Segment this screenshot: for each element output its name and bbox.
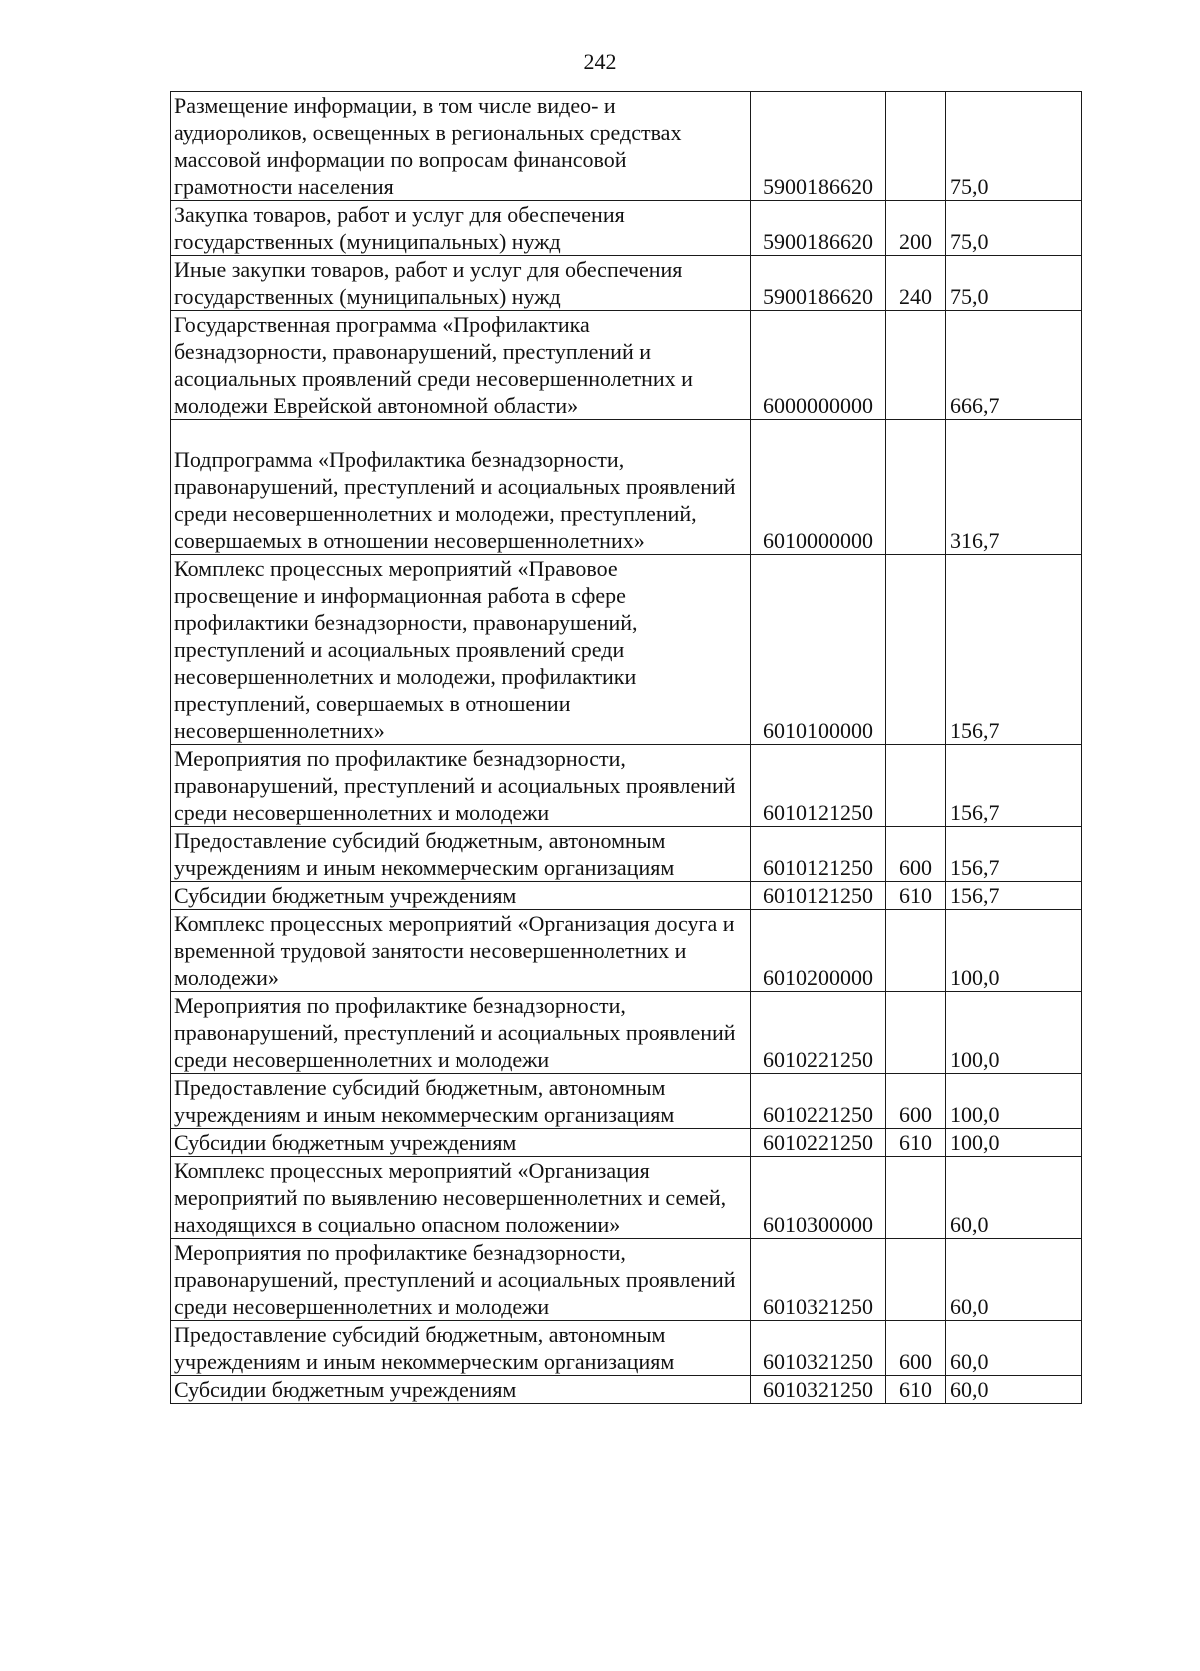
table-row [171, 420, 1082, 555]
row-type-cell: 600 [886, 1321, 946, 1376]
row-name-cell: Размещение информации, в том числе видео- и аудиороликов, освещенных в региональных средствах массовой информации по вопросам финансовой грамотности населения [171, 92, 751, 201]
table-row [171, 256, 1082, 311]
row-amount-cell: 75,0 [946, 201, 1082, 256]
row-code-cell: 5900186620 [751, 201, 886, 256]
row-code-cell: 6010221250 [751, 1074, 886, 1129]
page-number: 242 [583, 49, 617, 74]
row-type-cell [886, 745, 946, 827]
table-row [171, 1376, 1082, 1404]
row-code-cell: 6010321250 [751, 1239, 886, 1321]
row-amount-cell: 60,0 [946, 1376, 1082, 1404]
budget-table [170, 91, 1082, 1404]
row-code-cell: 6000000000 [751, 311, 886, 420]
table-row [171, 992, 1082, 1074]
row-name-cell: Иные закупки товаров, работ и услуг для обеспечения государственных (муниципальных) нужд [171, 256, 751, 311]
row-code-cell: 6010121250 [751, 745, 886, 827]
row-type-cell [886, 311, 946, 420]
row-name-cell: Предоставление субсидий бюджетным, автономным учреждениям и иным некоммерческим организациям [171, 1074, 751, 1129]
row-name-cell: Комплекс процессных мероприятий «Организация досуга и временной трудовой занятости несовершеннолетних и молодежи» [171, 910, 751, 992]
table-row [171, 311, 1082, 420]
row-type-cell: 610 [886, 882, 946, 910]
row-type-cell: 600 [886, 1074, 946, 1129]
row-code-cell: 6010221250 [751, 992, 886, 1074]
table-row [171, 555, 1082, 745]
row-amount-cell: 156,7 [946, 555, 1082, 745]
table-row [171, 1321, 1082, 1376]
row-code-cell: 6010200000 [751, 910, 886, 992]
row-code-cell: 6010121250 [751, 882, 886, 910]
row-name-cell: Государственная программа «Профилактика безнадзорности, правонарушений, преступлений и асоциальных проявлений среди несовершеннолетних и молодежи Еврейской автономной области» [171, 311, 751, 420]
row-amount-cell: 156,7 [946, 827, 1082, 882]
row-code-cell: 6010100000 [751, 555, 886, 745]
row-amount-cell: 75,0 [946, 92, 1082, 201]
table-row [171, 1157, 1082, 1239]
row-type-cell [886, 1157, 946, 1239]
row-amount-cell: 100,0 [946, 1129, 1082, 1157]
row-type-cell [886, 910, 946, 992]
table-row [171, 827, 1082, 882]
row-type-cell: 240 [886, 256, 946, 311]
row-type-cell [886, 1239, 946, 1321]
row-code-cell: 6010000000 [751, 420, 886, 555]
row-amount-cell: 156,7 [946, 745, 1082, 827]
table-row [171, 201, 1082, 256]
table-row [171, 882, 1082, 910]
row-type-cell [886, 555, 946, 745]
table-row [171, 745, 1082, 827]
row-amount-cell: 666,7 [946, 311, 1082, 420]
row-type-cell: 610 [886, 1376, 946, 1404]
row-amount-cell: 60,0 [946, 1239, 1082, 1321]
row-amount-cell: 316,7 [946, 420, 1082, 555]
row-code-cell: 5900186620 [751, 92, 886, 201]
row-type-cell [886, 92, 946, 201]
row-type-cell [886, 420, 946, 555]
row-amount-cell: 60,0 [946, 1157, 1082, 1239]
table-row [171, 910, 1082, 992]
table-row [171, 1129, 1082, 1157]
table-row [171, 1239, 1082, 1321]
row-name-cell: Мероприятия по профилактике безнадзорности, правонарушений, преступлений и асоциальных проявлений среди несовершеннолетних и молодежи [171, 745, 751, 827]
row-type-cell: 610 [886, 1129, 946, 1157]
row-type-cell [886, 992, 946, 1074]
row-name-cell: Субсидии бюджетным учреждениям [171, 882, 751, 910]
row-amount-cell: 60,0 [946, 1321, 1082, 1376]
row-name-cell: Субсидии бюджетным учреждениям [171, 1129, 751, 1157]
row-amount-cell: 100,0 [946, 910, 1082, 992]
row-code-cell: 6010300000 [751, 1157, 886, 1239]
row-amount-cell: 75,0 [946, 256, 1082, 311]
table-row [171, 92, 1082, 201]
row-code-cell: 6010321250 [751, 1376, 886, 1404]
row-name-cell: Комплекс процессных мероприятий «Правовое просвещение и информационная работа в сфере профилактики безнадзорности, правонарушений, преступлений и асоциальных проявлений среди несовершеннолетних и молодежи, профилактики преступлений, совершаемых в отношении несовершеннолетних» [171, 555, 751, 745]
row-name-cell: Мероприятия по профилактике безнадзорности, правонарушений, преступлений и асоциальных проявлений среди несовершеннолетних и молодежи [171, 1239, 751, 1321]
row-amount-cell: 100,0 [946, 1074, 1082, 1129]
row-name-cell: Комплекс процессных мероприятий «Организация мероприятий по выявлению несовершеннолетних и семей, находящихся в социально опасном положении» [171, 1157, 751, 1239]
row-name-cell: Предоставление субсидий бюджетным, автономным учреждениям и иным некоммерческим организациям [171, 1321, 751, 1376]
row-code-cell: 6010121250 [751, 827, 886, 882]
row-name-cell: Мероприятия по профилактике безнадзорности, правонарушений, преступлений и асоциальных проявлений среди несовершеннолетних и молодежи [171, 992, 751, 1074]
row-name-cell: Предоставление субсидий бюджетным, автономным учреждениям и иным некоммерческим организациям [171, 827, 751, 882]
table-body [171, 92, 1082, 1404]
row-amount-cell: 156,7 [946, 882, 1082, 910]
row-code-cell: 5900186620 [751, 256, 886, 311]
row-name-cell: Субсидии бюджетным учреждениям [171, 1376, 751, 1404]
row-name-cell: Закупка товаров, работ и услуг для обеспечения государственных (муниципальных) нужд [171, 201, 751, 256]
row-name-cell: Подпрограмма «Профилактика безнадзорности, правонарушений, преступлений и асоциальных проявлений среди несовершеннолетних и молодежи, преступлений, совершаемых в отношении несовершеннолетних» [171, 420, 751, 555]
row-type-cell: 600 [886, 827, 946, 882]
row-code-cell: 6010321250 [751, 1321, 886, 1376]
row-type-cell: 200 [886, 201, 946, 256]
row-code-cell: 6010221250 [751, 1129, 886, 1157]
row-amount-cell: 100,0 [946, 992, 1082, 1074]
table-row [171, 1074, 1082, 1129]
